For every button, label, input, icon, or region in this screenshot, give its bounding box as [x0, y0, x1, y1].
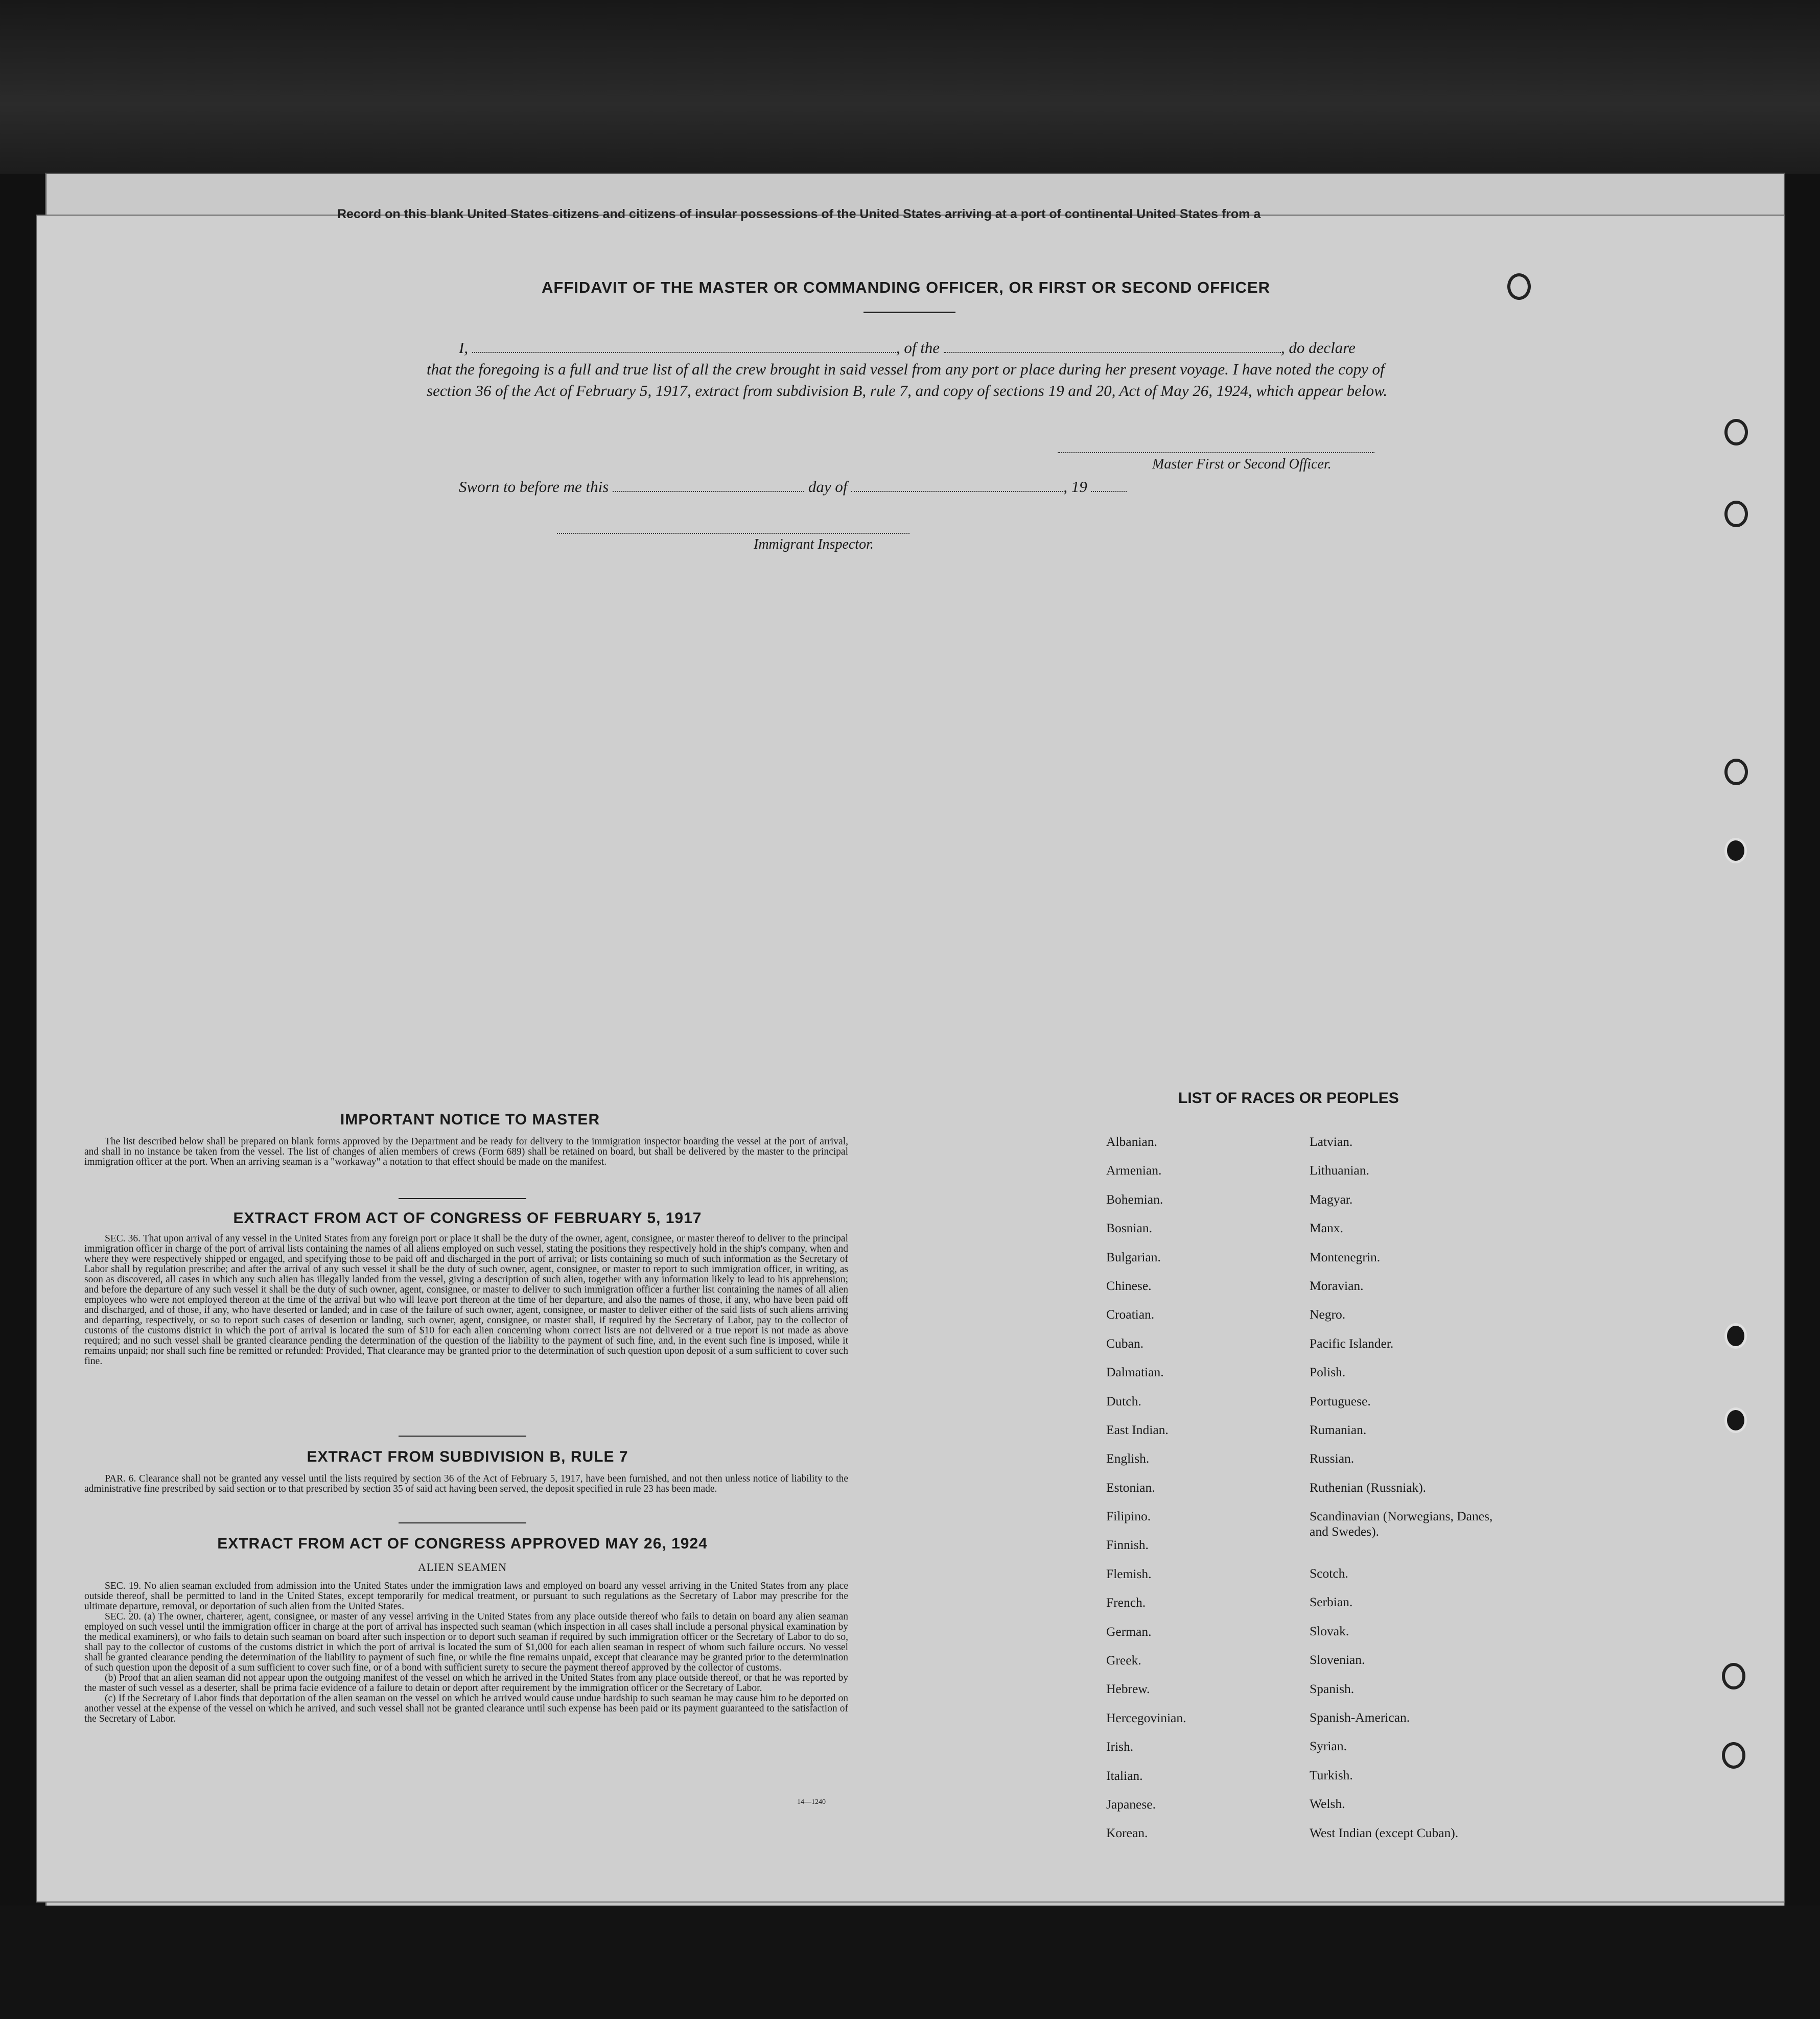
- race-item: Greek.: [1106, 1653, 1141, 1668]
- race-item: Portuguese.: [1310, 1393, 1371, 1408]
- race-item: Cuban.: [1106, 1335, 1144, 1351]
- master-signature-label: Master First or Second Officer.: [1152, 456, 1332, 472]
- races-right-column: [1310, 1134, 1494, 1854]
- affidavit-declaration: [427, 337, 1397, 402]
- inspector-signature-line: [557, 533, 909, 534]
- race-item: Scotch.: [1310, 1566, 1348, 1581]
- race-item: German.: [1106, 1624, 1152, 1639]
- bottom-background: [0, 1906, 1820, 2019]
- sworn-line: Sworn to before me this day of , 19: [459, 478, 1127, 496]
- race-item: Lithuanian.: [1310, 1163, 1369, 1178]
- master-signature-line: [1058, 452, 1374, 453]
- race-item: Dutch.: [1106, 1393, 1141, 1408]
- binder-hole-icon: [1724, 1407, 1747, 1433]
- race-item: Turkish.: [1310, 1767, 1353, 1782]
- header-instruction-strip: Record on this blank United States citizens and citizens of insular possessions of the United States arriving at a port of continental United States from a: [337, 207, 1261, 221]
- binder-hole-icon: [1722, 1663, 1745, 1689]
- form-number: 14—1240: [797, 1798, 826, 1806]
- race-item: Negro.: [1310, 1307, 1346, 1322]
- sec-20c-text: (c) If the Secretary of Labor finds that deportation of the alien seaman on the vessel on which he arrived would cause undue hardship to such seaman he may cause him to be deported on another vessel at the expense of the vessel on which he arrived, and such vessel shall not be granted clearance until such expense has been paid or its payment guaranteed to the satisfaction of the Secretary of Labor.: [84, 1693, 848, 1724]
- race-item: Hebrew.: [1106, 1681, 1150, 1697]
- race-item: Bosnian.: [1106, 1220, 1152, 1236]
- race-item: Croatian.: [1106, 1307, 1155, 1322]
- top-background: [0, 0, 1820, 174]
- race-item: Polish.: [1310, 1365, 1346, 1380]
- sworn-year-blank: [1091, 478, 1127, 492]
- race-item: Armenian.: [1106, 1163, 1162, 1178]
- race-item: Japanese.: [1106, 1796, 1156, 1812]
- race-item: Irish.: [1106, 1739, 1134, 1754]
- sec-20b-text: (b) Proof that an alien seaman did not appear upon the outgoing manifest of the vessel on which he arrived in the United States from any place outside thereof, or that he was reported by the master of such vessel as a deserter, shall be prima facie evidence of a failure to detain or deport after requirement by the immigration officer or the Secretary of Labor.: [84, 1673, 848, 1694]
- binder-hole-icon: [1724, 1323, 1747, 1349]
- binder-hole-icon: [1724, 838, 1747, 863]
- race-item: Welsh.: [1310, 1796, 1345, 1812]
- race-item: Russian.: [1310, 1451, 1355, 1466]
- race-item: Chinese.: [1106, 1278, 1152, 1293]
- race-item: Magyar.: [1310, 1191, 1353, 1207]
- race-item: Rumanian.: [1310, 1422, 1367, 1437]
- affidavit-title: AFFIDAVIT OF THE MASTER OR COMMANDING OFFICER, OR FIRST OR SECOND OFFICER: [542, 278, 1271, 296]
- race-item: Italian.: [1106, 1768, 1143, 1783]
- race-item: English.: [1106, 1451, 1150, 1466]
- race-item: West Indian (except Cuban).: [1310, 1825, 1459, 1840]
- race-item: Montenegrin.: [1310, 1249, 1381, 1264]
- race-item: Slovenian.: [1310, 1652, 1365, 1668]
- binder-hole-icon: [1722, 1742, 1745, 1769]
- race-item: French.: [1106, 1595, 1146, 1610]
- race-item: Ruthenian (Russniak).: [1310, 1480, 1427, 1495]
- section-divider: [399, 1198, 526, 1199]
- extract-rule7-title: EXTRACT FROM SUBDIVISION B, RULE 7: [307, 1448, 628, 1465]
- sworn-day-blank: [613, 478, 804, 492]
- race-item: Estonian.: [1106, 1480, 1155, 1495]
- race-item: Manx.: [1310, 1220, 1343, 1236]
- binder-hole-icon: [1724, 501, 1748, 527]
- race-item: Latvian.: [1310, 1134, 1353, 1149]
- binder-hole-icon: [1724, 759, 1748, 785]
- notice-text: The list described below shall be prepared on blank forms approved by the Department and be ready for delivery to the immigration inspector boarding the vessel at the port of arrival, and shall in no instance be taken from the vessel. The list of changes of alien members of crews (Form 689) shall be retained on board, but shall be delivered by the master to the principal immigration officer at the port. When an arriving seaman is a "workaway" a notation to that effect should be made on the manifest.: [84, 1136, 848, 1167]
- race-item: Albanian.: [1106, 1134, 1157, 1149]
- race-item: Spanish.: [1310, 1681, 1355, 1696]
- race-item: Moravian.: [1310, 1278, 1364, 1293]
- races-left-column: [1106, 1134, 1186, 1854]
- affidavit-of-label: , of the: [896, 339, 940, 357]
- race-item: Finnish.: [1106, 1537, 1149, 1553]
- vessel-name-blank: [944, 339, 1281, 353]
- binder-hole-icon: [1724, 419, 1748, 445]
- master-name-blank: [472, 339, 896, 353]
- extract-1917-text: SEC. 36. That upon arrival of any vessel in the United States from any foreign port or place it shall be the duty of the owner, agent, consignee, or master thereof to deliver to the principal immigration officer in charge of the port of arrival lists containing the names of all aliens employed on such vessel, stating the positions they respectively hold in the ship's company, when and where they were respectively shipped or engaged, and specifying those to be paid off and discharged in the port of arrival; or lists containing so much of such information as the Secretary of Labor shall by regulation prescribe; and after the arrival of any such vessel it shall be the duty of such owner, agent, consignee, or master to report to such immigration officer, in writing, as soon as discovered, all cases in which any such alien has illegally landed from the vessel, giving a description of such alien, together with any information likely to lead to his apprehension; and before the departure of any such vessel it shall be the duty of such owner, agent, consignee, or master to deliver to such immigration officer a further list containing the names of all alien employees who were not employed thereon at the time of the arrival but who will leave port thereon at the time of her departure, and also the names of those, if any, who have been paid off and discharged, and of those, if any, who have deserted or landed; and in case of the failure of such owner, agent, consignee, or master to deliver either of the said lists of such aliens arriving and departing, respectively, or so to report such cases of desertion or landing, such owner, agent, consignee, or master shall, if required by the Secretary of Labor, pay to the collector of customs of the customs district in which the port of arrival is located the sum of $10 for each alien concerning whom correct lists are not delivered or a true report is not made as above required; and no such vessel shall be granted clearance pending the determination of the question of the liability to the payment of such fine, and, in the event such fine is imposed, while it remains unpaid; nor shall such fine be remitted or refunded: Provided, That clearance may be granted prior to the determination of such question upon deposit of a sum sufficient to cover such fine.: [84, 1233, 848, 1367]
- race-item: Scandinavian (Norwegians, Danes, and Swedes).: [1310, 1509, 1493, 1539]
- race-item: Pacific Islander.: [1310, 1335, 1394, 1351]
- binder-hole-icon: [1507, 273, 1531, 300]
- race-item: Flemish.: [1106, 1566, 1152, 1581]
- notice-title: IMPORTANT NOTICE TO MASTER: [340, 1111, 600, 1128]
- affidavit-body: that the foregoing is a full and true list of all the crew brought in said vessel from any port or place during her present voyage. I have noted the copy of section 36 of the Act of February 5, 1917, extract from subdivision B, rule 7, and copy of sections 19 and 20, Act of May 26, 1924, which appear below.: [427, 360, 1388, 400]
- sec-19-text: SEC. 19. No alien seaman excluded from admission into the United States under the immigration laws and employed on board any vessel arriving in the United States from any place outside thereof, shall be permitted to land in the United States, except temporarily for medical treatment, or pursuant to such regulations as the Secretary of Labor may prescribe for the ultimate departure, removal, or deportation of such alien from the United States.: [84, 1581, 848, 1612]
- affidavit-title-rule: [864, 312, 955, 313]
- race-item: Bulgarian.: [1106, 1249, 1161, 1264]
- extract-1924-subtitle: ALIEN SEAMEN: [418, 1561, 507, 1574]
- race-item: Dalmatian.: [1106, 1365, 1164, 1380]
- race-item: Filipino.: [1106, 1509, 1151, 1524]
- races-title: LIST OF RACES OR PEOPLES: [1178, 1090, 1399, 1107]
- affidavit-declare-label: , do declare: [1280, 339, 1356, 357]
- section-divider: [399, 1522, 526, 1523]
- section-divider: [399, 1436, 526, 1437]
- race-item: Slovak.: [1310, 1623, 1349, 1638]
- race-item: Spanish-American.: [1310, 1710, 1410, 1725]
- sworn-month-blank: [851, 478, 1063, 492]
- race-item: Bohemian.: [1106, 1191, 1163, 1207]
- extract-1924-text: [84, 1581, 848, 1724]
- race-item: Korean.: [1106, 1825, 1148, 1841]
- extract-rule7-text: PAR. 6. Clearance shall not be granted any vessel until the lists required by section 36 of the Act of February 5, 1917, have been furnished, and not then unless notice of liability to the administrative fine prescribed by said section or to that prescribed by section 35 of said act having been served, the deposit specified in rule 23 has been made.: [84, 1473, 848, 1494]
- race-item: East Indian.: [1106, 1422, 1169, 1437]
- race-item: Hercegovinian.: [1106, 1710, 1186, 1725]
- inspector-signature-label: Immigrant Inspector.: [754, 536, 874, 552]
- extract-1917-title: EXTRACT FROM ACT OF CONGRESS OF FEBRUARY 5, 1917: [233, 1210, 702, 1227]
- affidavit-i-label: I,: [459, 339, 469, 357]
- race-item: Serbian.: [1310, 1594, 1353, 1610]
- race-item: Syrian.: [1310, 1739, 1347, 1754]
- sec-20a-text: SEC. 20. (a) The owner, charterer, agent, consignee, or master of any vessel arriving in the United States from any place outside thereof who fails to detain on board any alien seaman employed on such vessel until the immigration officer in charge at the port of arrival has inspected such seaman (which inspection in all cases shall include a personal physical examination by the medical examiners), or who fails to detain such seaman on board after such inspection or to deport such seaman if required by such immigration officer or the Secretary of Labor to do so, shall pay to the collector of customs of the customs district in which the port of arrival is located the sum of $1,000 for each alien seaman in respect of whom such failure occurs. No vessel shall be granted clearance pending the determination of the liability to payment of such fine, or while the fine remains unpaid, except that clearance may be granted prior to the determination of such question upon the deposit of a sum sufficient to cover such fine, or of a bond with sufficient surety to secure the payment thereof approved by the collector of customs.: [84, 1611, 848, 1673]
- extract-1924-title: EXTRACT FROM ACT OF CONGRESS APPROVED MAY 26, 1924: [217, 1535, 708, 1552]
